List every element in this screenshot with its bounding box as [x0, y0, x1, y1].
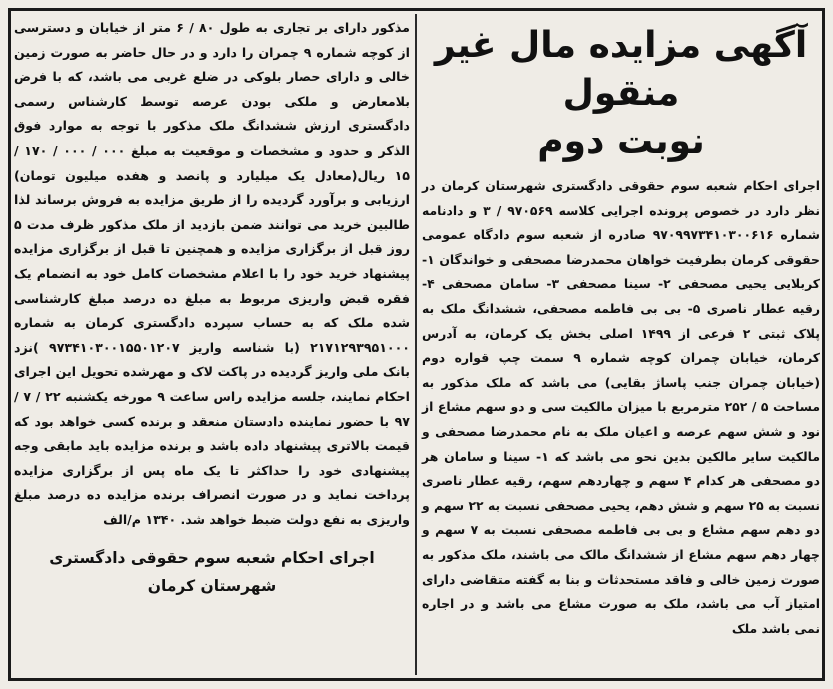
ad-subtitle: نوبت دوم: [537, 121, 705, 162]
signature-line-2: شهرستان کرمان: [147, 577, 277, 596]
signature-line-1: اجرای احکام شعبه سوم حقوقی دادگستری: [49, 549, 375, 568]
right-column: [422, 16, 820, 641]
left-body-text: مذکور دارای بر تجاری به طول ۸۰ / ۶ متر از خیابان و دسترسی از کوچه شماره ۹ چمران را دارد و در حال حاضر به صورت زمین خالی و دارای حصار بلوکی در ضلع غربی می باشد، که با فرض بلامعارض و ملکی بودن عرصه توسط کارشناس رسمی دادگستری ارزش ششدانگ ملک مذکور با توجه به موارد فوق الذکر و حدود و مشخصات و موقعیت به مبلغ ۰۰۰ / ۰۰۰ / ۱۷۰ / ۱۵ ریال(معادل یک میلیارد و پانصد و هفده میلیون تومان) ارزیابی و برآورد گردیده را از طریق مزایده به فروش برساند لذا طالبین خرید می توانند ضمن بازدید از ملک مذکور ظرف مدت ۵ روز قبل از برگزاری مزایده و همچنین تا قبل از برگزاری مزایده پیشنهاد خرید خود را با اعلام مشخصات کامل خود به انضمام یک فقره قبض واریزی مربوط به مبلغ ده درصد مبلغ کارشناسی شده ملک که به حساب سپرده دادگستری کرمان به شماره ۲۱۷۱۲۹۳۹۵۱۰۰۰ (با شناسه واریز ۹۷۳۴۱۰۳۰۰۱۵۵۰۱۲۰۷ )نزد بانک ملی واریز گردیده در پاکت لاک و مهرشده تحویل این اجرای احکام نمایند، جلسه مزایده راس ساعت ۹ مورخه یکشنبه ۲۲ / ۷ / ۹۷ با حضور نماینده دادستان منعقد و برنده کسی خواهد بود که قیمت بالاتری پیشنهاد داده باشد و برنده مزایده باید مابقی وجه پیشنهادی خود را حداکثر تا یک ماه پس از برگزاری مزایده پرداخت نماید و در صورت انصراف برنده مزایده ده درصد مبلغ واریزی به نفع دولت ضبط خواهد شد. ۱۳۴۰ م/الف: [14, 20, 410, 527]
column-divider: [415, 14, 417, 675]
right-body-text: اجرای احکام شعبه سوم حقوقی دادگستری شهرستان کرمان در نظر دارد در خصوص پرونده اجرایی کلاسه ۹۷۰۵۶۹ / ۳ و دادنامه شماره ۹۷۰۹۹۷۳۴۱۰۳۰۰۶۱۶ صادره از شعبه سوم دادگاه عمومی حقوقی کرمان بطرفیت خواهان محمدرضا مصحفی و خواندگان ۱- کربلایی یحیی مصحفی ۲- سینا مصحفی ۳- سامان مصحفی ۴- رقیه عطار ناصری ۵- بی بی فاطمه مصحفی، ششدانگ ملک به پلاک ثبتی ۲ فرعی از ۱۴۹۹ اصلی بخش یک کرمان، به آدرس کرمان، خیابان چمران کوچه شماره ۹ سمت چپ قواره دوم (خیابان چمران جنب پاساژ بقایی) می باشد که ملک مذکور به مساحت ۵ / ۲۵۲ مترمربع با میزان مالکیت سی و دو سهم مشاع از نود و شش سهم عرصه و اعیان ملک به نام محمدرضا مصحفی و مالکیت سایر مالکین بدین نحو می باشد که ۱- سینا و سامان هر دو مصحفی هر کدام ۴ سهم و چهاردهم سهم، رقیه عطار ناصری نسبت به ۲۵ سهم و شش دهم، یحیی مصحفی نسبت به ۲۲ سهم و دو دهم سهم مشاع و بی بی فاطمه مصحفی نسبت به ۷ سهم و چهار دهم سهم مشاع از ششدانگ مالک می باشند، ملک مذکور به صورت زمین خالی و فاقد مستحدثات و بنا به گفته متقاضی دارای امتیاز آب می باشد، ملک به صورت مشاع می باشد و در اجاره نمی باشد ملک: [422, 178, 821, 636]
left-column: [14, 16, 410, 600]
ad-title: آگهی مزایده مال غیر منقول: [434, 25, 808, 114]
